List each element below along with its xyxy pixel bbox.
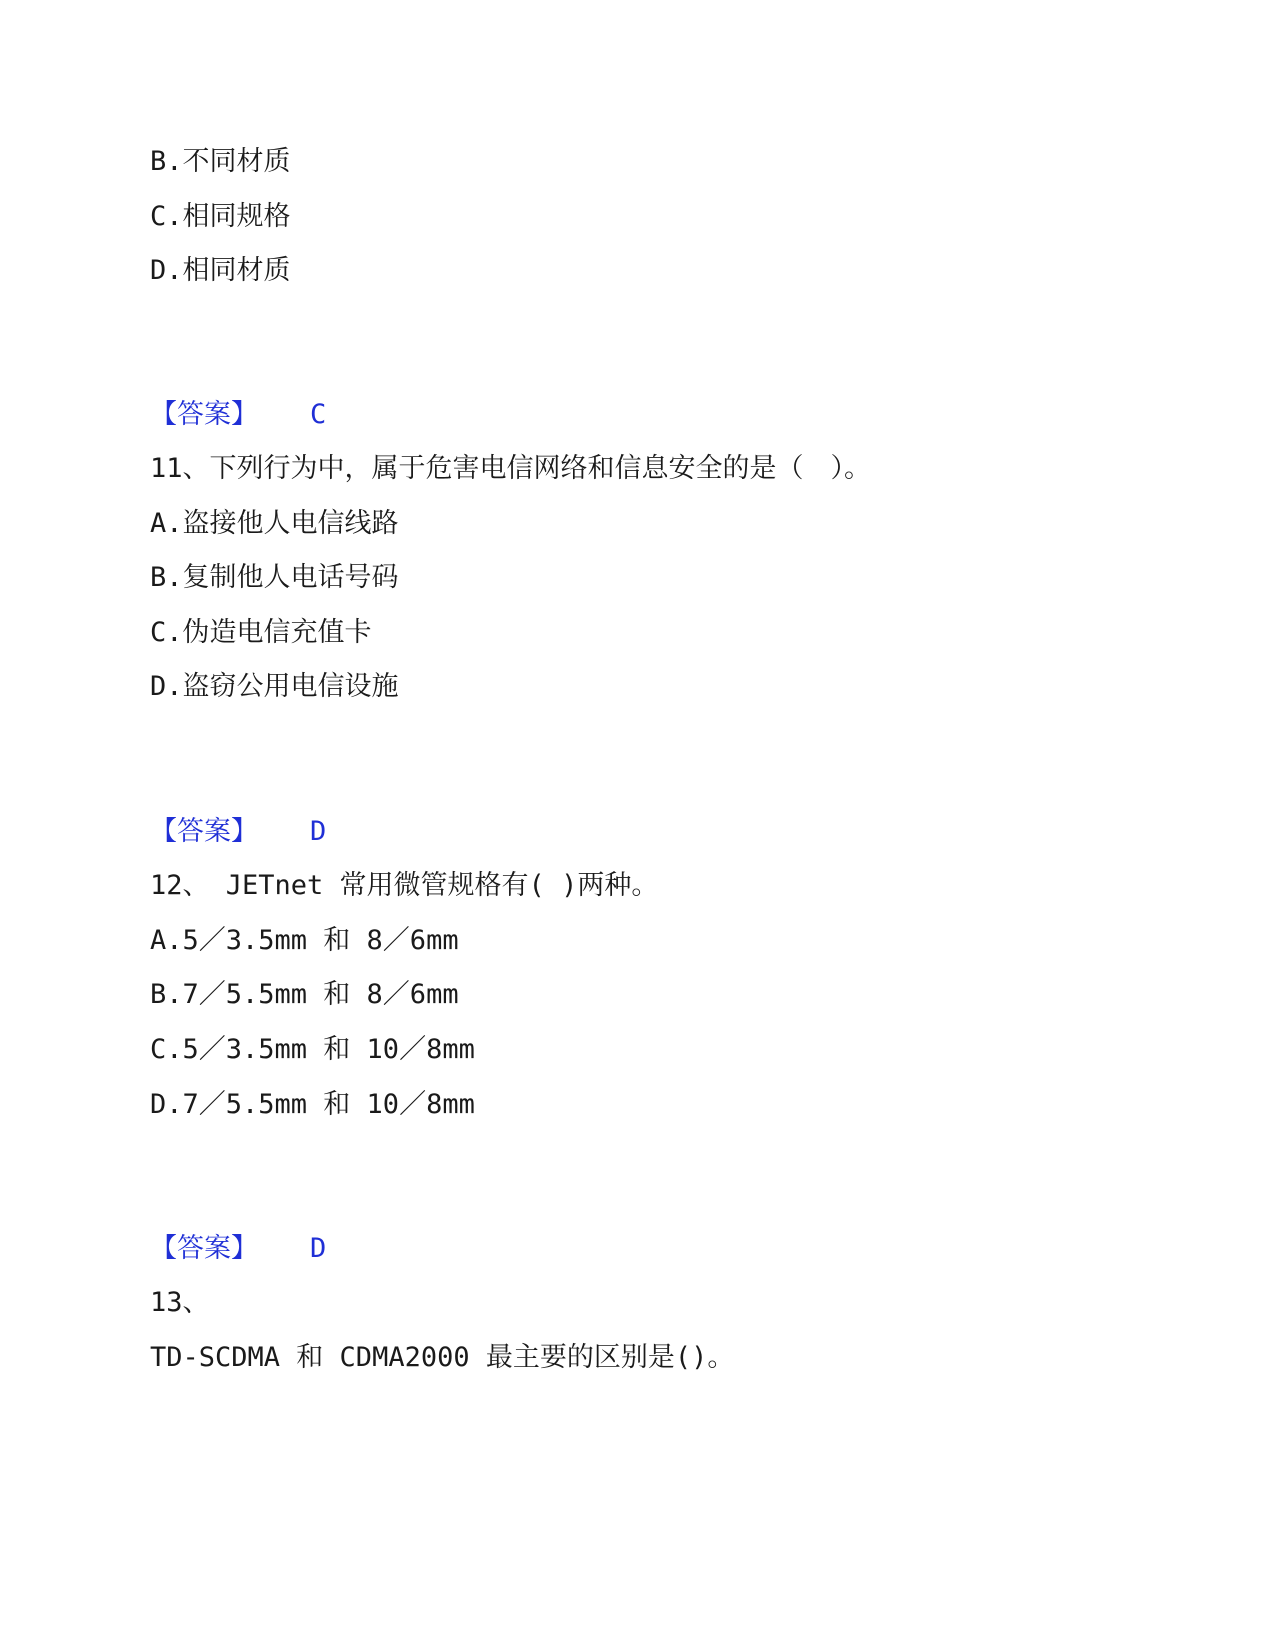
q11-option-c: C.伪造电信充值卡 xyxy=(150,617,372,648)
q11-option-b: B.复制他人电话号码 xyxy=(150,562,399,593)
answer-value: D xyxy=(310,816,327,847)
q12-option-a: A.5／3.5mm 和 8／6mm xyxy=(150,925,459,956)
answer-label: 【答案】 xyxy=(150,816,258,847)
q11-option-d: D.盗窃公用电信设施 xyxy=(150,671,399,702)
answer-label: 【答案】 xyxy=(150,399,258,430)
q12-option-c: C.5／3.5mm 和 10／8mm xyxy=(150,1034,475,1065)
q11-stem: 11、下列行为中，属于危害电信网络和信息安全的是（ ）。 xyxy=(150,453,872,484)
q10-answer xyxy=(150,398,326,432)
q12-option-b: B.7／5.5mm 和 8／6mm xyxy=(150,979,459,1010)
q10-option-d: D.相同材质 xyxy=(150,255,291,286)
answer-label: 【答案】 xyxy=(150,1233,258,1264)
q13-stem: TD-SCDMA 和 CDMA2000 最主要的区别是()。 xyxy=(150,1342,735,1373)
q10-option-b: B.不同材质 xyxy=(150,146,291,177)
q12-stem: 12、 JETnet 常用微管规格有( )两种。 xyxy=(150,870,659,901)
answer-value: C xyxy=(310,399,327,430)
q13-number: 13、 xyxy=(150,1287,210,1318)
q11-answer xyxy=(150,815,326,849)
answer-value: D xyxy=(310,1233,327,1264)
q11-option-a: A.盗接他人电信线路 xyxy=(150,508,399,539)
q12-answer xyxy=(150,1232,326,1266)
q10-option-c: C.相同规格 xyxy=(150,201,291,232)
q12-option-d: D.7／5.5mm 和 10／8mm xyxy=(150,1089,475,1120)
